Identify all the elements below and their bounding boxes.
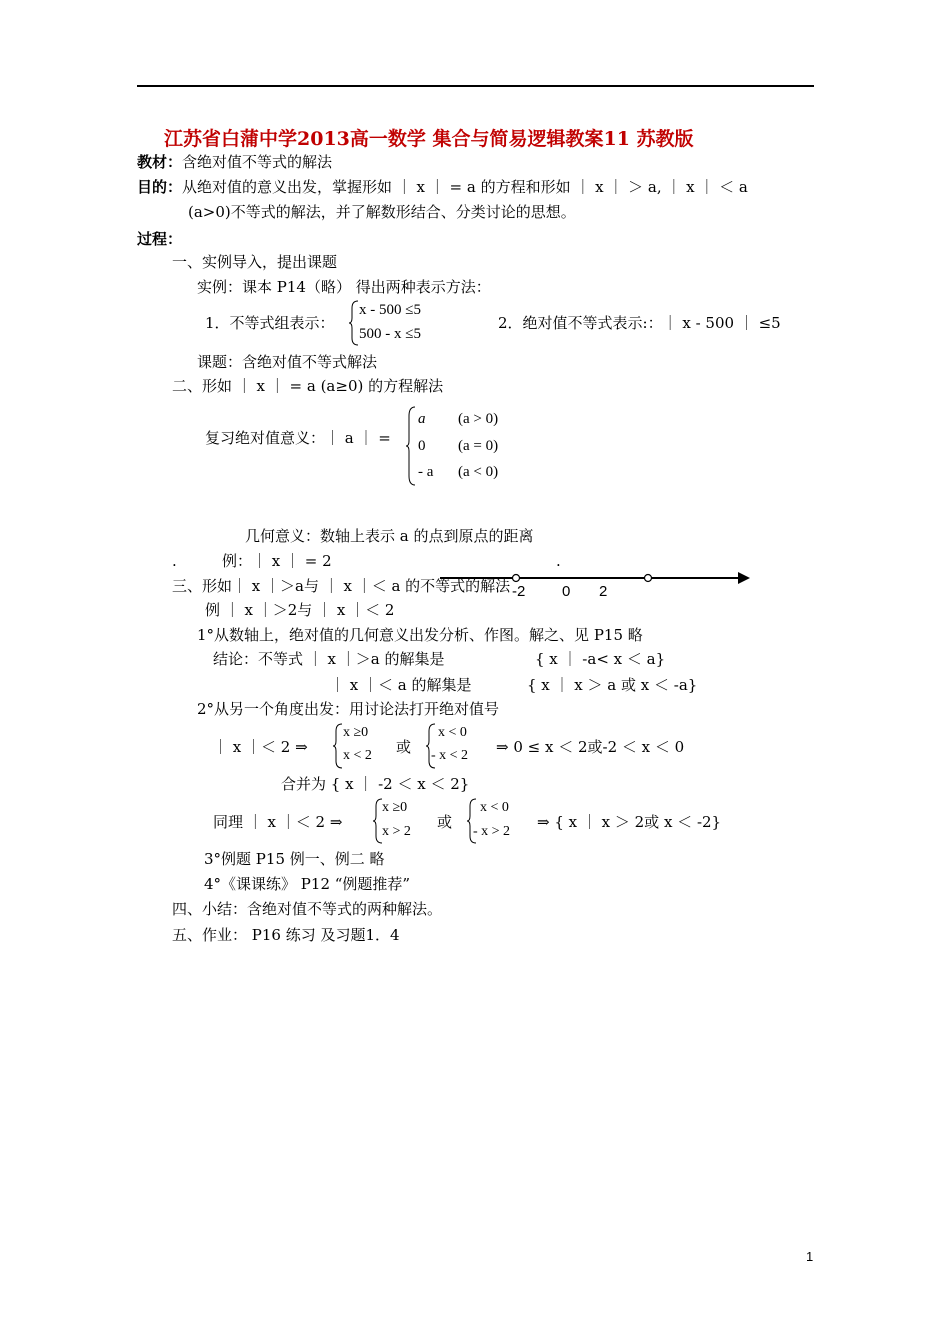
case1-sys1-row2: x < 2 xyxy=(343,748,372,763)
case1-sys1-row1: x ≥0 xyxy=(343,725,369,740)
item1-label: 1．不等式组表示： xyxy=(205,314,335,332)
case1-sys2-row2: - x < 2 xyxy=(431,748,469,763)
document-title: 江苏省白蒲中学2013高一数学 集合与简易逻辑教案11 苏教版 xyxy=(164,128,694,150)
case2-sys2-row2: - x > 2 xyxy=(473,824,511,839)
mudi-text-2: (a>0)不等式的解法，并了解数形结合、分类讨论的思想。 xyxy=(188,203,576,221)
axis-label-0: 0 xyxy=(562,583,571,600)
case-val-3: - a xyxy=(418,464,434,480)
section3-heading: 三、形如｜ x ｜＞a与 ｜ x ｜＜ a 的不等式的解法 xyxy=(172,577,511,595)
section1-topic: 课题：含绝对值不等式解法 xyxy=(197,353,378,371)
page-number: 1 xyxy=(806,1249,814,1264)
section5-heading: 五、作业： P16 练习 及习题1．4 xyxy=(172,926,400,944)
header-rule xyxy=(137,85,814,87)
item2-text: 2．绝对值不等式表示:：｜ x - 500 ｜ ≤5 xyxy=(498,314,781,332)
number-line xyxy=(440,568,752,588)
case2-right: ⇒ { x ｜ x ＞ 2或 x ＜ -2} xyxy=(537,813,722,831)
point1-text: 1°从数轴上，绝对值的几何意义出发分析、作图。解之、见 P15 略 xyxy=(197,626,643,644)
jiaocai-text: 含绝对值不等式的解法 xyxy=(182,153,333,171)
brace-abs-def xyxy=(405,406,417,486)
conclusion-b: ｜ x ｜＜ a 的解集是 xyxy=(330,676,472,694)
dot-left: . xyxy=(172,552,177,570)
mudi-label: 目的： xyxy=(137,178,183,196)
point4-text: 4°《课课练》 P12 “例题推荐” xyxy=(204,875,411,893)
open-point-pos2 xyxy=(645,575,652,582)
case2-sys1-row2: x > 2 xyxy=(382,824,411,839)
case2-sys1-row1: x ≥0 xyxy=(382,800,408,815)
jiaocai-line xyxy=(137,153,332,171)
section4-heading: 四、小结：含绝对值不等式的两种解法。 xyxy=(172,900,443,918)
point3-text: 3°例题 P15 例一、例二 略 xyxy=(204,850,385,868)
conclusion-a-set: { x ｜ -a< x ＜ a} xyxy=(535,650,666,668)
section3-example: 例 ｜ x ｜＞2与 ｜ x ｜＜ 2 xyxy=(205,601,395,619)
number-line-arrow xyxy=(738,572,750,584)
merge-text: 合并为 { x ｜ -2 ＜ x ＜ 2} xyxy=(281,775,470,793)
case2-sys2-row1: x < 0 xyxy=(480,800,509,815)
mudi-text-1: 从绝对值的意义出发，掌握形如 ｜ x ｜ = a 的方程和形如 ｜ x ｜ ＞ a, ｜ x ｜ ＜ a xyxy=(182,178,748,196)
review-label: 复习绝对值意义：｜ a ｜ = xyxy=(205,429,391,447)
conclusion-b-set: { x ｜ x ＞ a 或 x ＜ -a} xyxy=(527,676,698,694)
case2-left: 同理 ｜ x ｜＜ 2 ⇒ xyxy=(213,813,343,831)
item1-row1: x - 500 ≤5 xyxy=(359,302,421,318)
case-val-2: 0 xyxy=(418,438,426,454)
section1-example: 实例：课本 P14（略） 得出两种表示方法： xyxy=(197,278,491,296)
case1-left: ｜ x ｜＜ 2 ⇒ xyxy=(213,738,308,756)
mudi-line1 xyxy=(137,178,748,196)
section2-example: 例：｜ x ｜ = 2 xyxy=(222,552,332,570)
case-cond-3: (a < 0) xyxy=(458,464,499,480)
section1-heading: 一、实例导入，提出课题 xyxy=(172,253,338,271)
case-val-1: a xyxy=(418,411,426,427)
case-cond-1: (a > 0) xyxy=(458,411,499,427)
section2-heading: 二、形如 ｜ x ｜ = a (a≥0) 的方程解法 xyxy=(172,377,444,395)
item1-row2: 500 - x ≤5 xyxy=(359,326,421,342)
conclusion-a: 结论：不等式 ｜ x ｜＞a 的解集是 xyxy=(213,650,445,668)
case2-or: 或 xyxy=(437,813,453,831)
point2-text: 2°从另一个角度出发：用讨论法打开绝对值号 xyxy=(197,700,500,718)
case-cond-2: (a = 0) xyxy=(458,438,499,454)
open-point-neg2 xyxy=(513,575,520,582)
dot-right: . xyxy=(556,552,561,570)
case1-sys2-row1: x < 0 xyxy=(438,725,467,740)
axis-label-2: 2 xyxy=(599,583,608,600)
axis-label-neg2: -2 xyxy=(512,583,526,600)
geometric-meaning: 几何意义：数轴上表示 a 的点到原点的距离 xyxy=(245,527,534,545)
case1-right: ⇒ 0 ≤ x ＜ 2或-2 ＜ x ＜ 0 xyxy=(496,738,685,756)
jiaocai-label: 教材： xyxy=(137,153,183,171)
guocheng-label: 过程： xyxy=(137,230,183,248)
case1-or: 或 xyxy=(396,738,412,756)
